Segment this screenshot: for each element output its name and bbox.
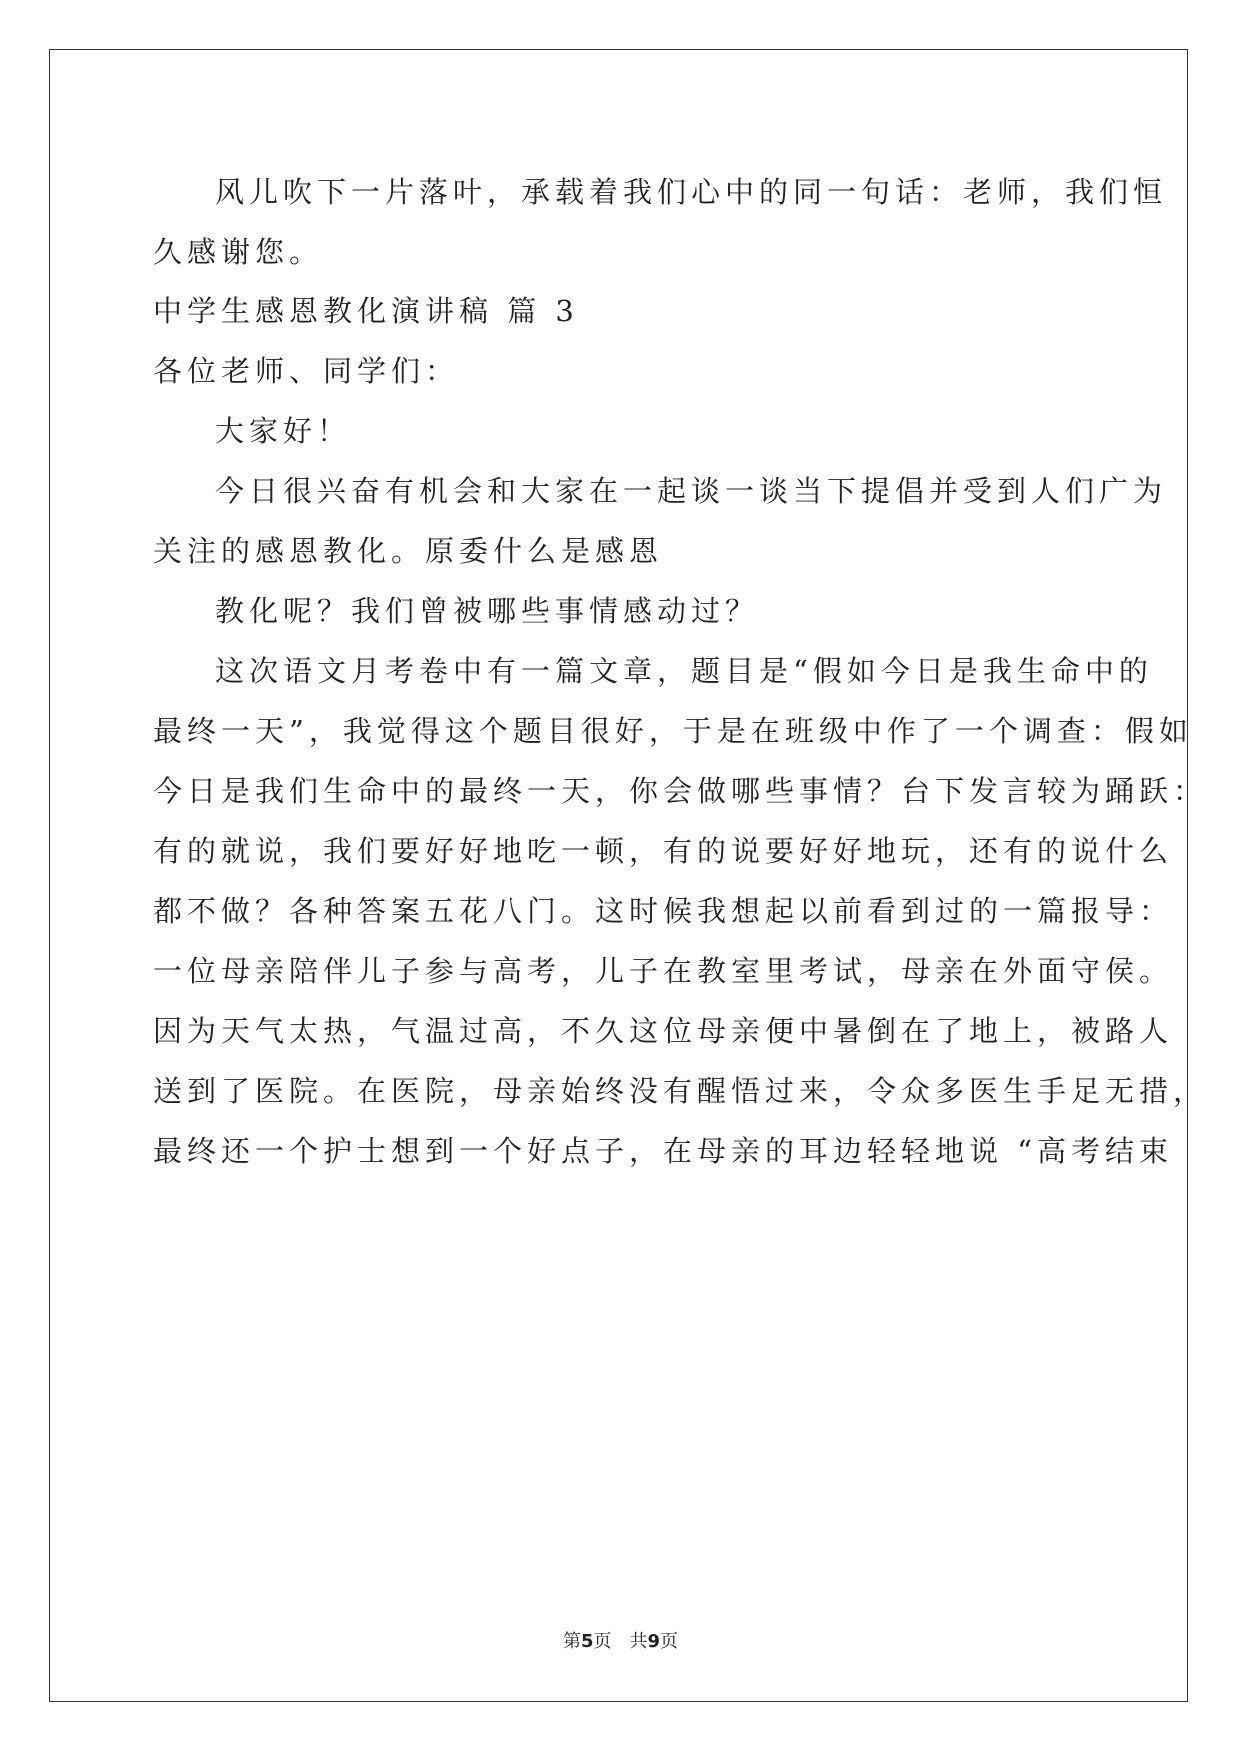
page-total: 9 (647, 1631, 661, 1652)
paragraph-line: 都不做？各种答案五花八门。这时候我想起以前看到过的一篇报导： (153, 894, 1174, 928)
page-footer (0, 1630, 1241, 1654)
page-prefix: 第 (562, 1631, 581, 1652)
paragraph-line: 关注的感恩教化。原委什么是感恩 (153, 534, 664, 568)
paragraph-line: 教化呢？我们曾被哪些事情感动过？ (215, 594, 760, 628)
paragraph-line: 一位母亲陪伴儿子参与高考，儿子在教室里考试，母亲在外面守侯。 (153, 954, 1174, 988)
paragraph-line: 最终还一个护士想到一个好点子，在母亲的耳边轻轻地说 “高考结束 (153, 1134, 1174, 1168)
paragraph-line: 最终一天”，我觉得这个题目很好，于是在班级中作了一个调查：假如 (153, 714, 1193, 748)
paragraph-line: 今日很兴奋有机会和大家在一起谈一谈当下提倡并受到人们广为 (215, 474, 1168, 508)
paragraph-line: 有的就说，我们要好好地吃一顿，有的说要好好地玩，还有的说什么 (153, 834, 1174, 868)
page-mid: 页 共 (593, 1631, 648, 1652)
page-current: 5 (580, 1631, 594, 1652)
paragraph-line: 送到了医院。在医院，母亲始终没有醒悟过来，令众多医生手足无措， (153, 1074, 1208, 1108)
salutation: 各位老师、同学们： (153, 354, 460, 388)
paragraph-line: 风儿吹下一片落叶，承载着我们心中的同一句话：老师，我们恒 (215, 175, 1168, 209)
page-suffix: 页 (660, 1631, 679, 1652)
paragraph-line: 这次语文月考卷中有一篇文章，题目是“假如今日是我生命中的 (215, 654, 1153, 688)
paragraph-line: 今日是我们生命中的最终一天，你会做哪些事情？台下发言较为踊跃： (153, 774, 1208, 808)
section-heading: 中学生感恩教化演讲稿 篇 3 (153, 294, 579, 328)
paragraph-line: 久感谢您。 (153, 235, 324, 269)
greeting: 大家好！ (215, 414, 352, 448)
paragraph-line: 因为天气太热，气温过高，不久这位母亲便中暑倒在了地上，被路人 (153, 1014, 1174, 1048)
